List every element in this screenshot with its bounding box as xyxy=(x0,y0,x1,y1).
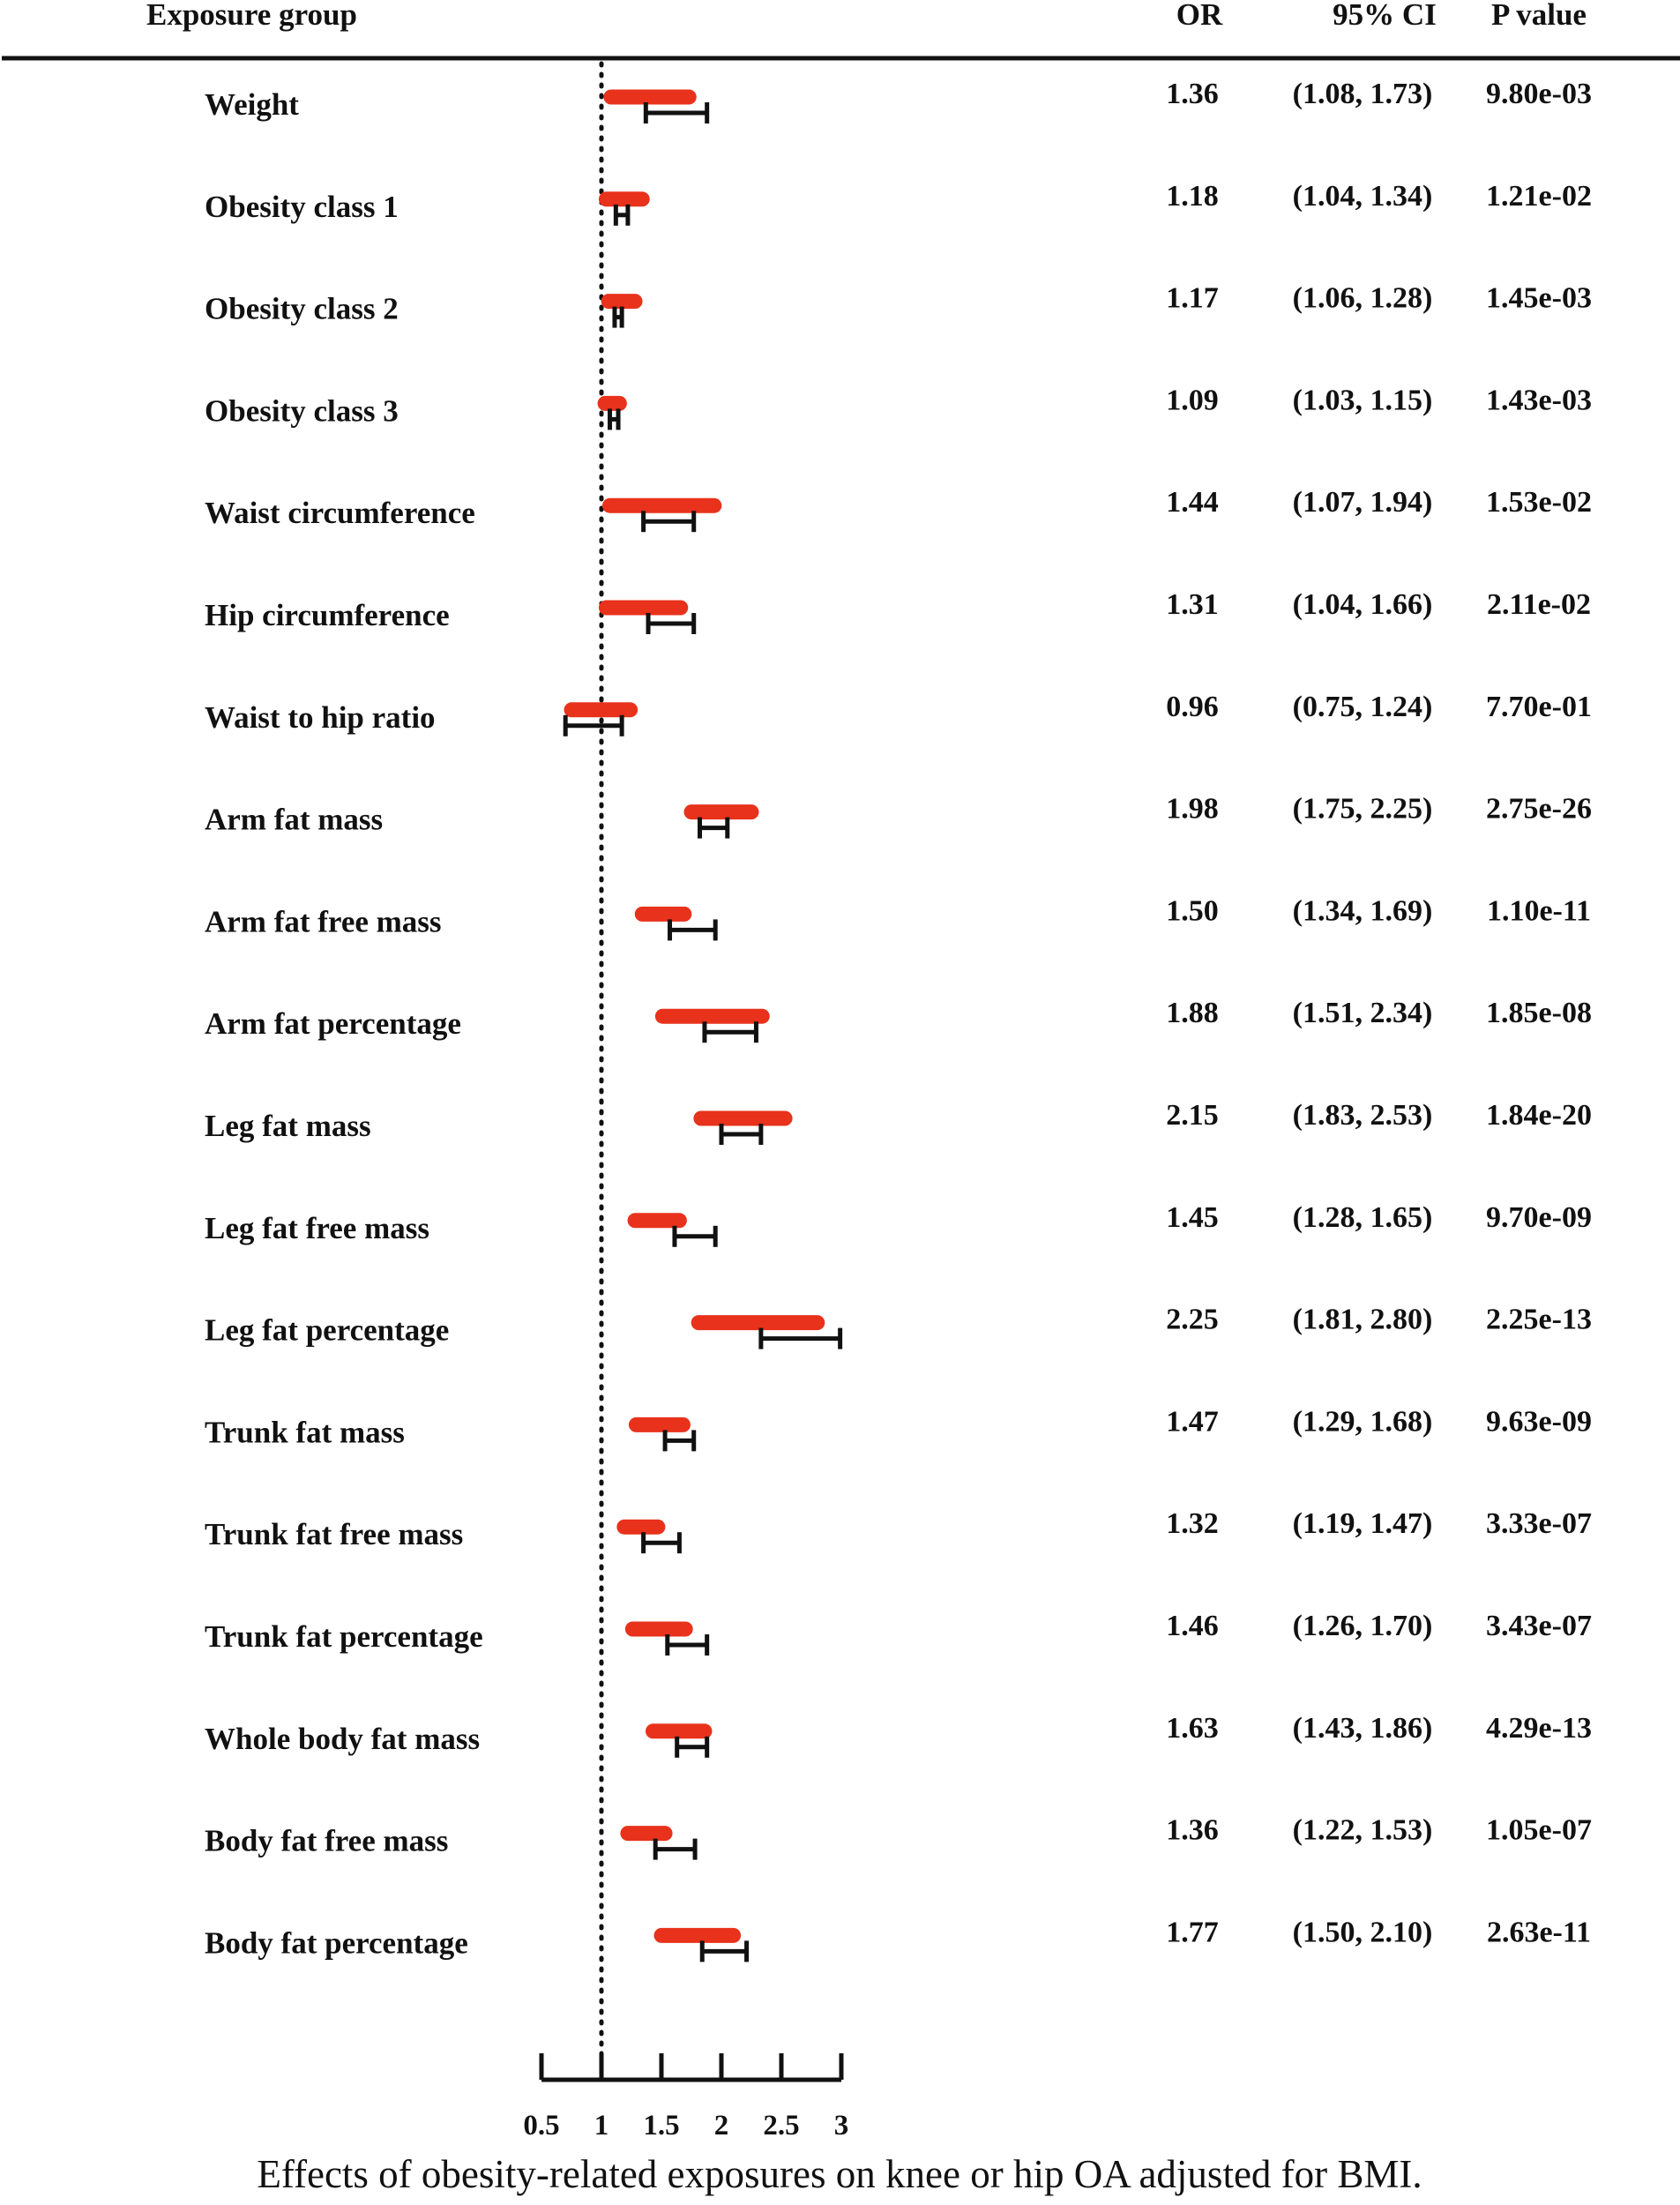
forest-row xyxy=(205,180,1592,226)
forest-row xyxy=(205,1507,1592,1553)
ci-value: (1.04, 1.66) xyxy=(1292,588,1433,621)
ci-value: (1.51, 2.34) xyxy=(1292,997,1433,1030)
exposure-label: Trunk fat free mass xyxy=(205,1517,464,1552)
or-value: 1.36 xyxy=(1166,78,1219,110)
forest-row xyxy=(205,894,1591,940)
x-tick-label: 1.5 xyxy=(643,2110,680,2141)
p-value: 2.11e-02 xyxy=(1486,588,1592,621)
ci-value: (0.75, 1.24) xyxy=(1292,690,1433,723)
forest-row xyxy=(205,1405,1592,1451)
exposure-label: Arm fat percentage xyxy=(205,1006,461,1042)
exposure-label: Body fat free mass xyxy=(205,1823,449,1858)
or-value: 1.32 xyxy=(1166,1507,1219,1541)
exposure-label: Trunk fat percentage xyxy=(205,1619,483,1654)
exposure-label: Trunk fat mass xyxy=(205,1415,405,1450)
or-value: 1.88 xyxy=(1166,997,1219,1030)
ci-value: (1.75, 2.25) xyxy=(1292,792,1433,826)
forest-row xyxy=(205,78,1592,123)
forest-rows xyxy=(205,78,1592,1962)
ci-value: (1.34, 1.69) xyxy=(1292,894,1433,928)
or-value: 1.50 xyxy=(1166,894,1219,928)
p-value: 7.70e-01 xyxy=(1486,690,1592,723)
exposure-label: Obesity class 1 xyxy=(205,189,399,224)
exposure-label: Obesity class 2 xyxy=(205,291,399,326)
p-value: 1.10e-11 xyxy=(1486,894,1592,928)
forest-row xyxy=(205,793,1592,839)
or-value: 1.36 xyxy=(1166,1813,1219,1847)
p-value: 2.75e-26 xyxy=(1486,792,1592,826)
p-value: 3.43e-07 xyxy=(1486,1610,1592,1642)
or-value: 1.44 xyxy=(1166,486,1219,519)
forest-row xyxy=(205,997,1592,1043)
table-header xyxy=(2,0,1680,58)
x-tick-label: 2.5 xyxy=(763,2110,800,2141)
or-value: 1.45 xyxy=(1166,1200,1219,1234)
or-value: 1.46 xyxy=(1166,1610,1219,1642)
or-value: 1.09 xyxy=(1166,384,1219,417)
header-or: OR xyxy=(1176,0,1223,32)
x-tick-label: 0.5 xyxy=(523,2110,560,2141)
exposure-label: Leg fat percentage xyxy=(205,1312,450,1348)
forest-row xyxy=(205,1304,1592,1349)
ci-value: (1.08, 1.73) xyxy=(1292,78,1433,110)
p-value: 1.45e-03 xyxy=(1486,281,1592,315)
forest-row xyxy=(205,1610,1592,1656)
ci-value: (1.22, 1.53) xyxy=(1292,1813,1433,1847)
or-value: 1.47 xyxy=(1166,1405,1219,1439)
forest-row xyxy=(205,282,1592,328)
exposure-label: Obesity class 3 xyxy=(205,393,399,429)
ci-value: (1.03, 1.15) xyxy=(1292,384,1433,417)
exposure-label: Hip circumference xyxy=(205,598,450,632)
ci-value: (1.28, 1.65) xyxy=(1292,1200,1433,1234)
or-value: 0.96 xyxy=(1166,690,1219,723)
x-tick-label: 1 xyxy=(594,2110,609,2141)
ci-value: (1.19, 1.47) xyxy=(1292,1507,1433,1541)
or-value: 2.25 xyxy=(1166,1303,1219,1336)
ci-value: (1.43, 1.86) xyxy=(1292,1711,1433,1745)
exposure-label: Waist to hip ratio xyxy=(205,699,436,735)
exposure-label: Leg fat free mass xyxy=(205,1210,429,1245)
forest-row xyxy=(205,1099,1592,1145)
forest-row xyxy=(205,1916,1591,1962)
ci-value: (1.26, 1.70) xyxy=(1292,1610,1433,1642)
exposure-label: Whole body fat mass xyxy=(205,1721,481,1756)
x-tick-label: 3 xyxy=(833,2110,849,2141)
forest-row xyxy=(205,1814,1592,1860)
x-axis xyxy=(523,2053,848,2141)
ci-value: (1.07, 1.94) xyxy=(1292,486,1433,519)
exposure-label: Leg fat mass xyxy=(205,1109,371,1143)
or-value: 1.31 xyxy=(1166,588,1219,621)
exposure-label: Waist circumference xyxy=(205,496,475,531)
forest-row xyxy=(205,1712,1592,1758)
p-value: 1.84e-20 xyxy=(1486,1099,1592,1132)
p-value: 1.85e-08 xyxy=(1486,997,1592,1030)
or-value: 1.98 xyxy=(1166,792,1219,826)
p-value: 1.21e-02 xyxy=(1486,179,1592,213)
forest-row xyxy=(205,1201,1592,1247)
or-value: 2.15 xyxy=(1166,1099,1219,1132)
ci-value: (1.83, 2.53) xyxy=(1292,1099,1433,1132)
forest-row xyxy=(205,486,1592,532)
p-value: 9.70e-09 xyxy=(1486,1200,1592,1234)
exposure-label: Weight xyxy=(205,87,299,122)
or-value: 1.18 xyxy=(1166,179,1219,213)
p-value: 1.05e-07 xyxy=(1486,1813,1592,1847)
forest-row xyxy=(205,384,1592,430)
ci-value: (1.04, 1.34) xyxy=(1292,179,1433,213)
p-value: 2.25e-13 xyxy=(1486,1303,1592,1336)
p-value: 1.43e-03 xyxy=(1486,384,1592,417)
ci-value: (1.81, 2.80) xyxy=(1292,1303,1433,1336)
ci-value: (1.06, 1.28) xyxy=(1292,281,1433,315)
header-exposure-group: Exposure group xyxy=(146,0,357,32)
p-value: 3.33e-07 xyxy=(1486,1507,1592,1541)
p-value: 2.63e-11 xyxy=(1486,1916,1592,1949)
p-value: 1.53e-02 xyxy=(1486,486,1592,519)
ci-value: (1.50, 2.10) xyxy=(1292,1916,1433,1949)
exposure-label: Arm fat mass xyxy=(205,802,384,837)
or-value: 1.63 xyxy=(1166,1711,1219,1745)
exposure-label: Arm fat free mass xyxy=(205,904,442,939)
or-value: 1.77 xyxy=(1166,1916,1219,1949)
or-value: 1.17 xyxy=(1166,281,1219,315)
forest-row xyxy=(205,691,1592,736)
p-value: 4.29e-13 xyxy=(1486,1711,1592,1745)
header-p-value: P value xyxy=(1491,0,1587,32)
exposure-label: Body fat percentage xyxy=(205,1925,468,1961)
p-value: 9.63e-09 xyxy=(1486,1405,1592,1439)
header-95-ci: 95% CI xyxy=(1333,0,1437,32)
ci-value: (1.29, 1.68) xyxy=(1292,1405,1433,1439)
figure-caption: Effects of obesity-related exposures on knee or hip OA adjusted for BMI. xyxy=(257,2152,1422,2196)
x-tick-label: 2 xyxy=(713,2110,729,2141)
p-value: 9.80e-03 xyxy=(1486,78,1592,110)
forest-row xyxy=(205,588,1591,634)
